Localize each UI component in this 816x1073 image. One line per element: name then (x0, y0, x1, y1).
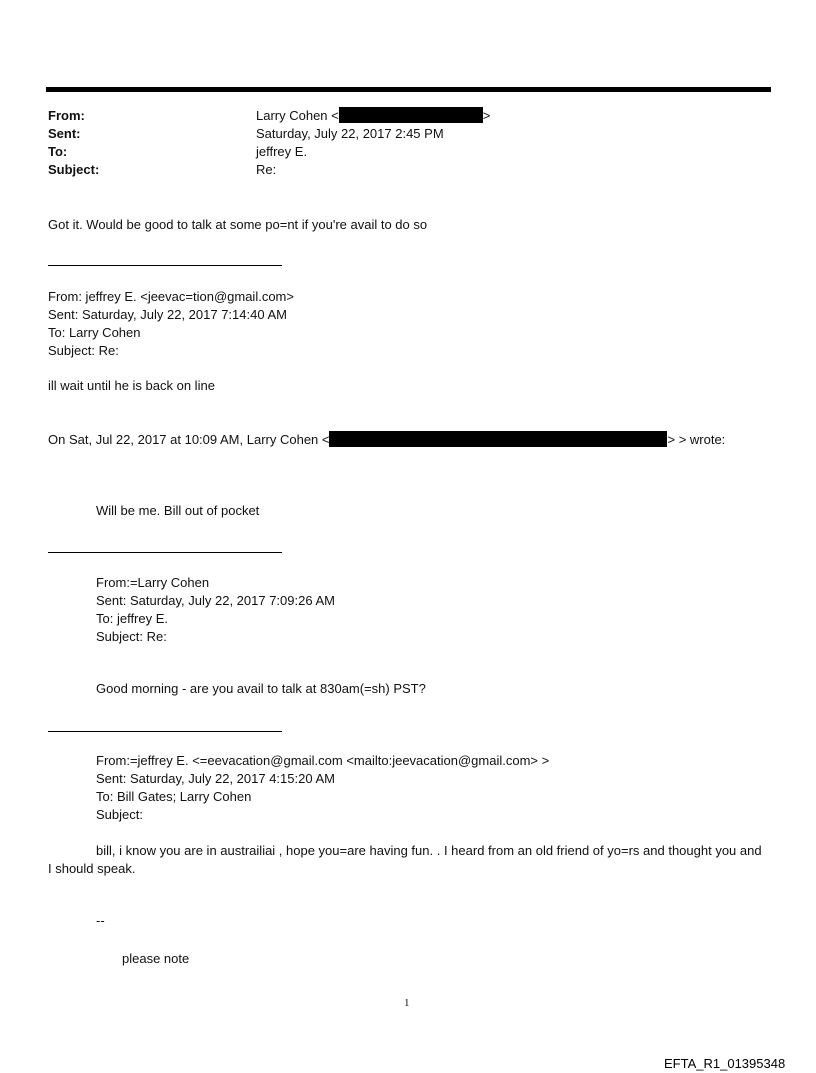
reply2-body: Good morning - are you avail to talk at 830am(=sh) PST? (96, 681, 426, 696)
bates-number: EFTA_R1_01395348 (664, 1056, 786, 1071)
on-sat-prefix: On Sat, Jul 22, 2017 at 10:09 AM, Larry Cohen < (48, 432, 330, 447)
redaction-box (329, 431, 667, 447)
sent-value: Saturday, July 22, 2017 2:45 PM (256, 126, 444, 141)
subject-label: Subject: (48, 162, 100, 177)
reply1-from: From: jeffrey E. <jeevac=tion@gmail.com> (48, 289, 294, 304)
from-value (256, 107, 490, 125)
reply3-sent: Sent: Saturday, July 22, 2017 4:15:20 AM (96, 771, 335, 786)
please-note: please note (122, 951, 190, 966)
reply3-from: From:=jeffrey E. <=eevacation@gmail.com <mailto:jeevacation@gmail.com> > (96, 753, 550, 768)
quote1: Will be me. Bill out of pocket (96, 503, 260, 518)
separator-line (48, 731, 282, 732)
reply1-subject: Subject: Re: (48, 343, 119, 358)
reply1-to: To: Larry Cohen (48, 325, 141, 340)
reply2-sent: Sent: Saturday, July 22, 2017 7:09:26 AM (96, 593, 335, 608)
reply1-body: ill wait until he is back on line (48, 378, 215, 393)
separator-line (48, 265, 282, 266)
to-value: jeffrey E. (256, 144, 308, 159)
page-number: 1 (404, 997, 410, 1009)
reply3-body: bill, i know you are in austrailiai , hope you=are having fun. . I heard from an old friend of yo=rs and thought you and I should speak. (48, 843, 762, 876)
separator-line (48, 552, 282, 553)
reply2-from: From:=Larry Cohen (96, 575, 210, 590)
reply3-to: To: Bill Gates; Larry Cohen (96, 789, 252, 804)
header-rule (46, 87, 771, 92)
subject-value: Re: (256, 162, 277, 177)
sent-label: Sent: (48, 126, 81, 141)
on-sat-suffix: > > wrote: (667, 432, 726, 447)
reply2-to: To: jeffrey E. (96, 611, 169, 626)
from-name: Larry Cohen < (256, 108, 339, 123)
reply2-subject: Subject: Re: (96, 629, 167, 644)
reply1-sent: Sent: Saturday, July 22, 2017 7:14:40 AM (48, 307, 287, 322)
on-sat-line (48, 431, 725, 449)
signature-dashes: -- (96, 913, 105, 928)
from-label: From: (48, 108, 85, 123)
to-label: To: (48, 144, 68, 159)
reply3-subject: Subject: (96, 807, 143, 822)
body-line: Got it. Would be good to talk at some po=nt if you're avail to do so (48, 217, 428, 232)
redaction-box (339, 107, 483, 123)
from-close: > (482, 108, 491, 123)
